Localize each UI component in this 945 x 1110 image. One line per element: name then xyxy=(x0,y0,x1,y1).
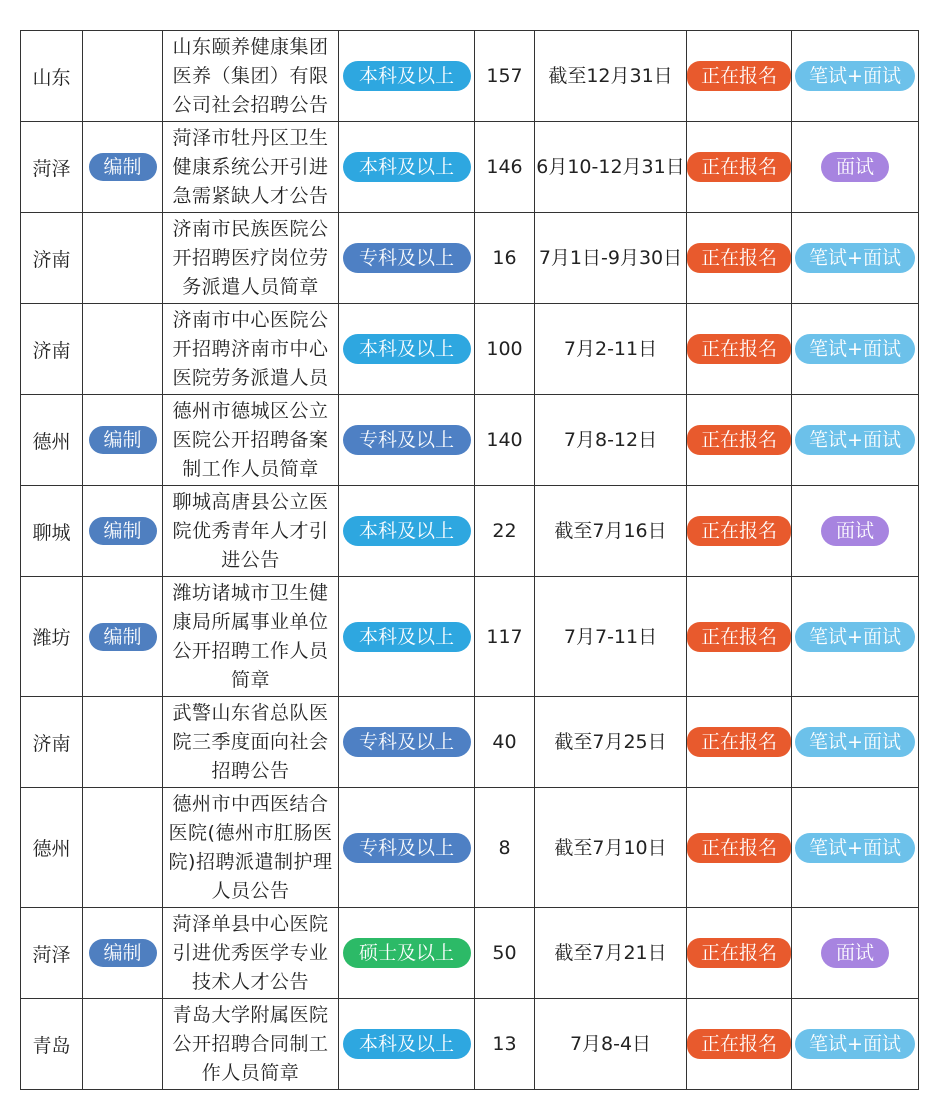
region-text: 聊城 xyxy=(32,521,71,544)
exam-type-badge: 笔试+面试 xyxy=(795,1029,915,1059)
establishment-badge: 编制 xyxy=(89,153,157,181)
status-cell xyxy=(687,788,792,908)
tag-cell xyxy=(83,999,163,1090)
education-badge: 专科及以上 xyxy=(343,243,471,273)
count-cell xyxy=(475,697,535,788)
hiring-count: 16 xyxy=(492,247,517,269)
tag-cell xyxy=(83,31,163,122)
hiring-count: 22 xyxy=(492,520,517,542)
hiring-count: 140 xyxy=(486,429,523,451)
region-text: 菏泽 xyxy=(32,943,71,966)
date-cell xyxy=(535,788,687,908)
exam-cell xyxy=(792,486,919,577)
education-cell xyxy=(339,304,475,395)
education-cell xyxy=(339,999,475,1090)
education-cell xyxy=(339,577,475,697)
hiring-count: 13 xyxy=(492,1033,517,1055)
hiring-count: 8 xyxy=(498,836,511,859)
tag-cell xyxy=(83,577,163,697)
count-cell xyxy=(475,908,535,999)
title-cell xyxy=(163,122,339,213)
education-badge: 专科及以上 xyxy=(343,833,471,863)
title-cell xyxy=(163,697,339,788)
registration-status-badge[interactable]: 正在报名 xyxy=(687,1029,791,1059)
exam-cell xyxy=(792,697,919,788)
title-cell xyxy=(163,31,339,122)
region-cell xyxy=(21,788,83,908)
hiring-count: 157 xyxy=(486,65,523,87)
announcement-title[interactable]: 武警山东省总队医院三季度面向社会招聘公告 xyxy=(172,701,329,782)
hiring-count: 100 xyxy=(486,338,523,360)
education-badge: 本科及以上 xyxy=(343,622,471,652)
region-text: 济南 xyxy=(32,248,71,271)
registration-date: 6月10-12月31日 xyxy=(536,156,685,178)
hiring-count: 50 xyxy=(492,942,517,964)
exam-cell xyxy=(792,304,919,395)
region-cell xyxy=(21,908,83,999)
date-cell xyxy=(535,999,687,1090)
count-cell xyxy=(475,304,535,395)
region-cell xyxy=(21,304,83,395)
announcement-title[interactable]: 青岛大学附属医院公开招聘合同制工作人员简章 xyxy=(172,1003,329,1084)
table-body xyxy=(21,31,919,1090)
count-cell xyxy=(475,395,535,486)
table-row xyxy=(21,486,919,577)
status-cell xyxy=(687,577,792,697)
exam-type-badge: 笔试+面试 xyxy=(795,61,915,91)
education-badge: 专科及以上 xyxy=(343,425,471,455)
region-text: 山东 xyxy=(32,66,71,89)
tag-cell xyxy=(83,122,163,213)
announcement-title[interactable]: 菏泽市牡丹区卫生健康系统公开引进急需紧缺人才公告 xyxy=(172,126,329,207)
title-cell xyxy=(163,486,339,577)
exam-type-badge: 面试 xyxy=(821,516,889,546)
education-cell xyxy=(339,788,475,908)
education-badge: 本科及以上 xyxy=(343,334,471,364)
count-cell xyxy=(475,213,535,304)
establishment-badge: 编制 xyxy=(89,517,157,545)
exam-cell xyxy=(792,31,919,122)
announcement-title[interactable]: 济南市民族医院公开招聘医疗岗位劳务派遣人员简章 xyxy=(172,217,329,298)
education-cell xyxy=(339,122,475,213)
tag-cell xyxy=(83,395,163,486)
registration-date: 7月1日-9月30日 xyxy=(538,247,683,269)
date-cell xyxy=(535,577,687,697)
education-cell xyxy=(339,697,475,788)
table-row xyxy=(21,788,919,908)
title-cell xyxy=(163,304,339,395)
exam-type-badge: 笔试+面试 xyxy=(795,833,915,863)
region-text: 青岛 xyxy=(32,1034,71,1057)
date-cell xyxy=(535,697,687,788)
exam-type-badge: 笔试+面试 xyxy=(795,334,915,364)
establishment-badge: 编制 xyxy=(89,623,157,651)
title-cell xyxy=(163,999,339,1090)
registration-date: 7月8-4日 xyxy=(569,1033,652,1055)
count-cell xyxy=(475,122,535,213)
education-badge: 本科及以上 xyxy=(343,516,471,546)
tag-cell xyxy=(83,908,163,999)
region-cell xyxy=(21,999,83,1090)
region-cell xyxy=(21,122,83,213)
count-cell xyxy=(475,999,535,1090)
registration-status-badge[interactable]: 正在报名 xyxy=(687,61,791,91)
announcement-title[interactable]: 济南市中心医院公开招聘济南市中心医院劳务派遣人员 xyxy=(172,308,329,389)
exam-cell xyxy=(792,577,919,697)
title-cell xyxy=(163,577,339,697)
status-cell xyxy=(687,395,792,486)
status-cell xyxy=(687,908,792,999)
registration-date: 7月7-11日 xyxy=(563,625,658,648)
education-cell xyxy=(339,31,475,122)
registration-date: 截至7月21日 xyxy=(554,942,667,964)
title-cell xyxy=(163,395,339,486)
region-cell xyxy=(21,31,83,122)
announcement-title[interactable]: 德州市中西医结合医院(德州市肛肠医院)招聘派遣制护理人员公告 xyxy=(168,792,333,902)
education-badge: 本科及以上 xyxy=(343,152,471,182)
education-badge: 本科及以上 xyxy=(343,1029,471,1059)
status-cell xyxy=(687,999,792,1090)
registration-status-badge[interactable]: 正在报名 xyxy=(687,622,791,652)
registration-status-badge[interactable]: 正在报名 xyxy=(687,516,791,546)
announcement-title[interactable]: 菏泽单县中心医院引进优秀医学专业技术人才公告 xyxy=(172,912,329,993)
region-cell xyxy=(21,577,83,697)
education-cell xyxy=(339,395,475,486)
status-cell xyxy=(687,122,792,213)
table-row xyxy=(21,304,919,395)
date-cell xyxy=(535,908,687,999)
exam-cell xyxy=(792,395,919,486)
exam-cell xyxy=(792,999,919,1090)
announcement-title[interactable]: 德州市德城区公立医院公开招聘备案制工作人员简章 xyxy=(172,399,329,480)
hiring-count: 146 xyxy=(486,156,523,178)
exam-cell xyxy=(792,788,919,908)
education-badge: 本科及以上 xyxy=(343,61,471,91)
registration-date: 截至12月31日 xyxy=(548,65,673,87)
table-row xyxy=(21,908,919,999)
exam-type-badge: 面试 xyxy=(821,938,889,968)
date-cell xyxy=(535,304,687,395)
table-row xyxy=(21,697,919,788)
education-badge: 硕士及以上 xyxy=(343,938,471,968)
tag-cell xyxy=(83,213,163,304)
table-row xyxy=(21,122,919,213)
announcement-title[interactable]: 山东颐养健康集团医养（集团）有限公司社会招聘公告 xyxy=(172,35,329,116)
status-cell xyxy=(687,31,792,122)
education-cell xyxy=(339,213,475,304)
count-cell xyxy=(475,486,535,577)
establishment-badge: 编制 xyxy=(89,426,157,454)
title-cell xyxy=(163,788,339,908)
status-cell xyxy=(687,697,792,788)
registration-date: 截至7月25日 xyxy=(554,731,667,753)
date-cell xyxy=(535,31,687,122)
table-row xyxy=(21,213,919,304)
region-text: 德州 xyxy=(32,838,71,860)
region-text: 菏泽 xyxy=(32,157,71,180)
region-cell xyxy=(21,697,83,788)
status-cell xyxy=(687,213,792,304)
count-cell xyxy=(475,577,535,697)
status-cell xyxy=(687,304,792,395)
table-row xyxy=(21,577,919,697)
registration-status-badge[interactable]: 正在报名 xyxy=(687,334,791,364)
exam-type-badge: 笔试+面试 xyxy=(795,727,915,757)
region-text: 德州 xyxy=(32,430,71,453)
region-cell xyxy=(21,395,83,486)
education-badge: 专科及以上 xyxy=(343,727,471,757)
registration-status-badge[interactable]: 正在报名 xyxy=(687,727,791,757)
establishment-badge: 编制 xyxy=(89,939,157,967)
date-cell xyxy=(535,122,687,213)
tag-cell xyxy=(83,697,163,788)
exam-cell xyxy=(792,213,919,304)
registration-status-badge[interactable]: 正在报名 xyxy=(687,152,791,182)
recruitment-table xyxy=(20,30,919,1090)
hiring-count: 117 xyxy=(486,625,523,648)
region-cell xyxy=(21,213,83,304)
table-row xyxy=(21,999,919,1090)
tag-cell xyxy=(83,304,163,395)
region-cell xyxy=(21,486,83,577)
table-row xyxy=(21,31,919,122)
education-cell xyxy=(339,486,475,577)
registration-status-badge[interactable]: 正在报名 xyxy=(687,425,791,455)
registration-date: 7月8-12日 xyxy=(563,429,658,451)
count-cell xyxy=(475,31,535,122)
exam-type-badge: 笔试+面试 xyxy=(795,425,915,455)
hiring-count: 40 xyxy=(492,731,517,753)
exam-type-badge: 笔试+面试 xyxy=(795,622,915,652)
announcement-title[interactable]: 聊城高唐县公立医院优秀青年人才引进公告 xyxy=(172,490,329,571)
registration-status-badge[interactable]: 正在报名 xyxy=(687,938,791,968)
region-text: 济南 xyxy=(32,339,71,362)
title-cell xyxy=(163,213,339,304)
title-cell xyxy=(163,908,339,999)
registration-date: 截至7月16日 xyxy=(554,520,667,542)
count-cell xyxy=(475,788,535,908)
registration-date: 7月2-11日 xyxy=(563,338,658,360)
announcement-title[interactable]: 潍坊诸城市卫生健康局所属事业单位公开招聘工作人员简章 xyxy=(172,581,329,691)
registration-status-badge[interactable]: 正在报名 xyxy=(687,833,791,863)
exam-cell xyxy=(792,908,919,999)
education-cell xyxy=(339,908,475,999)
status-cell xyxy=(687,486,792,577)
tag-cell xyxy=(83,788,163,908)
region-text: 潍坊 xyxy=(32,627,71,649)
date-cell xyxy=(535,395,687,486)
table-row xyxy=(21,395,919,486)
tag-cell xyxy=(83,486,163,577)
registration-date: 截至7月10日 xyxy=(554,836,667,859)
exam-cell xyxy=(792,122,919,213)
registration-status-badge[interactable]: 正在报名 xyxy=(687,243,791,273)
date-cell xyxy=(535,486,687,577)
exam-type-badge: 笔试+面试 xyxy=(795,243,915,273)
region-text: 济南 xyxy=(32,732,71,755)
exam-type-badge: 面试 xyxy=(821,152,889,182)
date-cell xyxy=(535,213,687,304)
